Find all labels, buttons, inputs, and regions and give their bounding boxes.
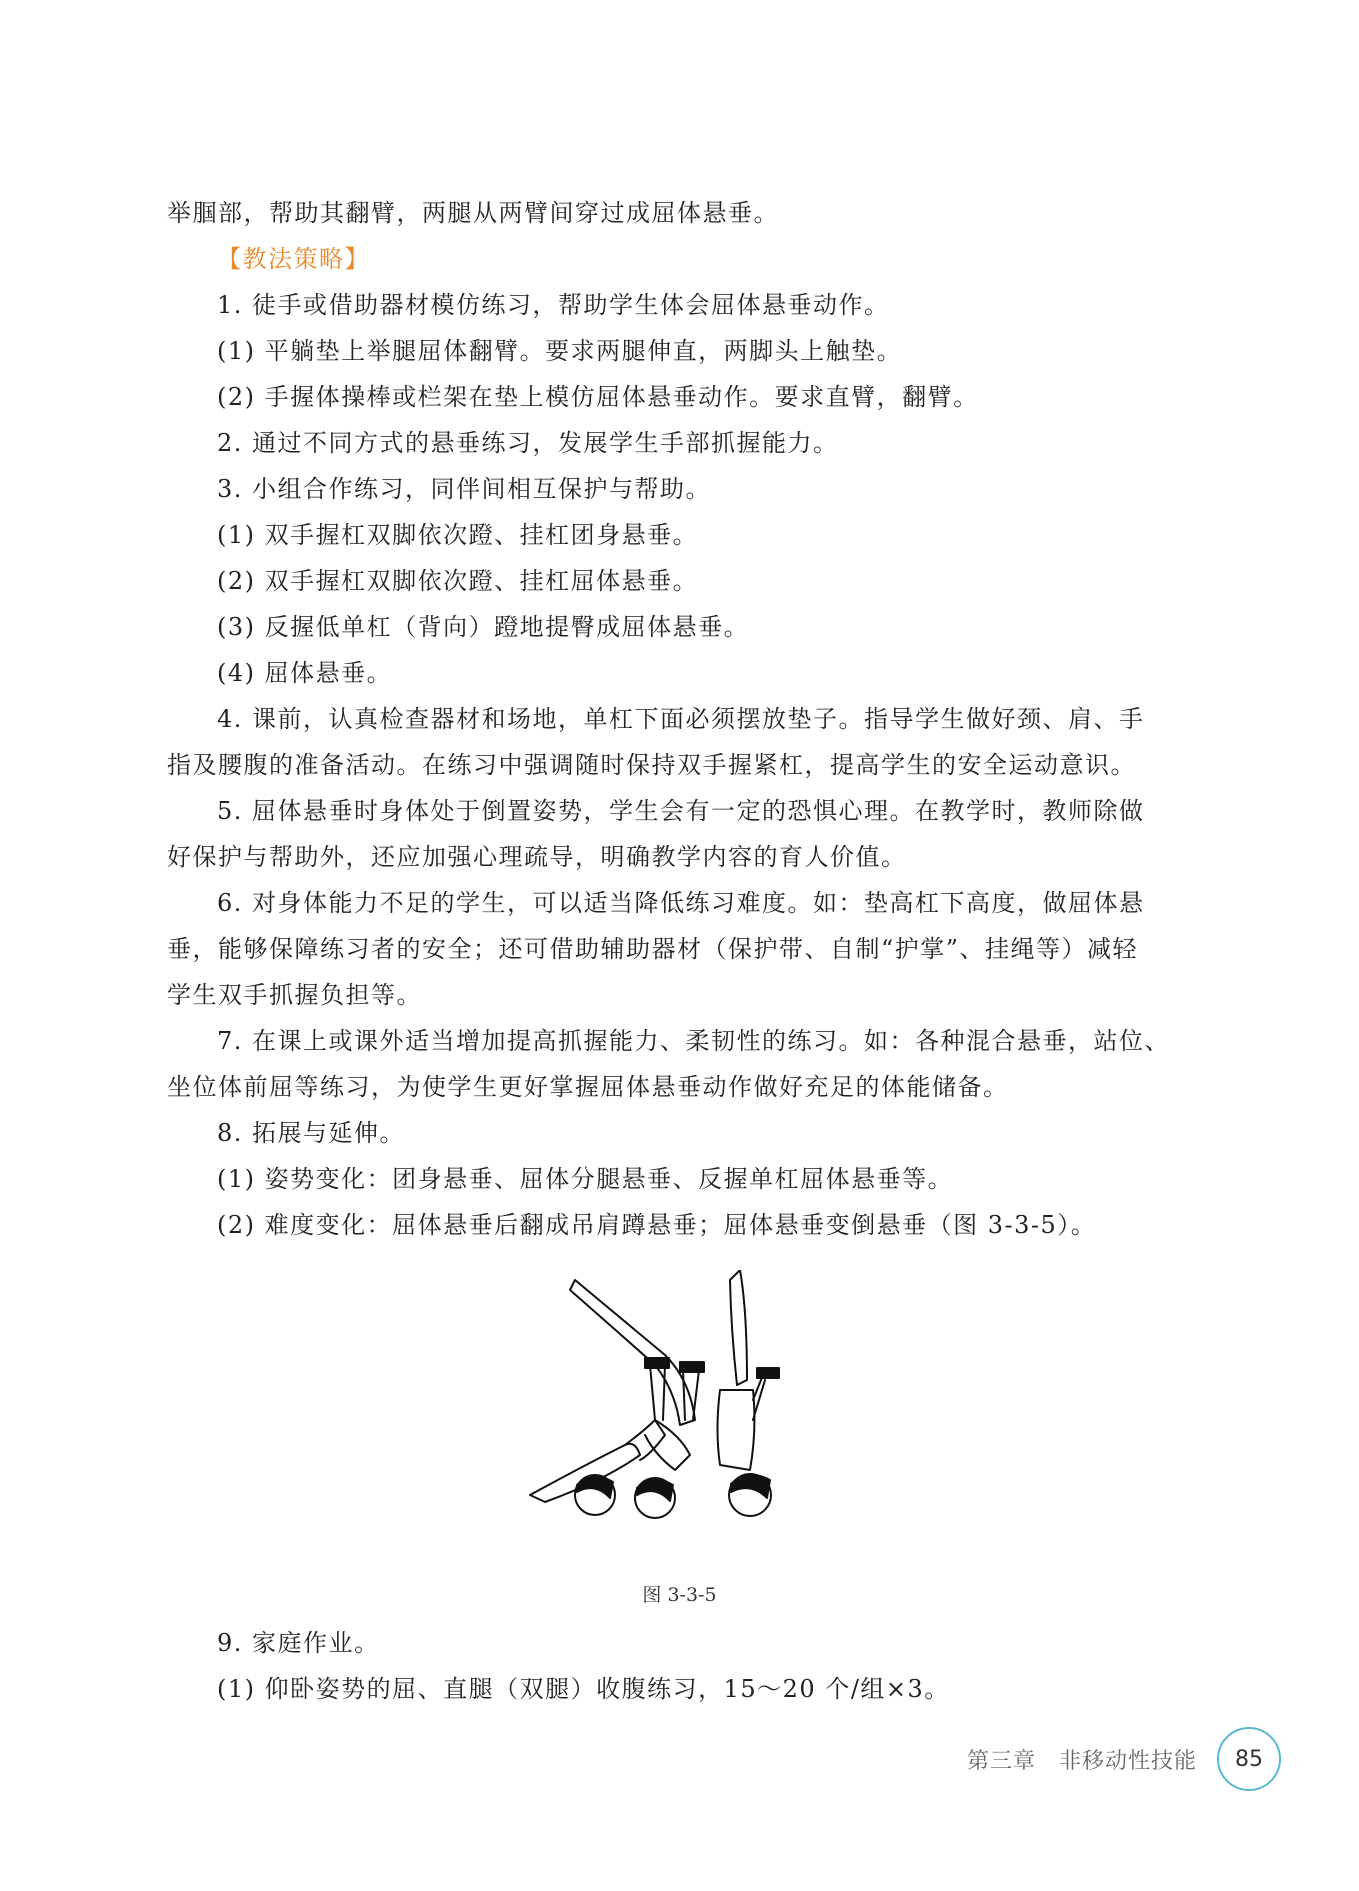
page-footer — [967, 1727, 1281, 1791]
text-line: (1) 姿势变化：团身悬垂、屈体分腿悬垂、反握单杠屈体悬垂等。 — [217, 1165, 954, 1193]
text-line: 4. 课前，认真检查器材和场地，单杠下面必须摆放垫子。指导学生做好颈、肩、手 — [217, 705, 1145, 733]
text-line: 8. 拓展与延伸。 — [217, 1119, 406, 1147]
text-line: 垂，能够保障练习者的安全；还可借助辅助器材（保护带、自制“护掌”、挂绳等）减轻 — [167, 935, 1139, 963]
main-text — [167, 190, 1207, 1248]
figure-caption: 图 3-3-5 — [642, 1584, 717, 1606]
text-line: 5. 屈体悬垂时身体处于倒置姿势，学生会有一定的恐惧心理。在教学时，教师除做 — [217, 797, 1145, 825]
text-line: (1) 仰卧姿势的屈、直腿（双腿）收腹练习，15～20 个/组×3。 — [217, 1675, 950, 1703]
text-line: 7. 在课上或课外适当增加提高抓握能力、柔韧性的练习。如：各种混合悬垂，站位、 — [217, 1027, 1171, 1055]
text-line: 举腘部，帮助其翻臂，两腿从两臂间穿过成屈体悬垂。 — [167, 199, 779, 227]
pike-hang-illustration — [515, 1270, 875, 1570]
text-line: 坐位体前屈等练习，为使学生更好掌握屈体悬垂动作做好充足的体能储备。 — [167, 1073, 1009, 1101]
text-line: 好保护与帮助外，还应加强心理疏导，明确教学内容的育人价值。 — [167, 843, 907, 871]
text-line: (3) 反握低单杠（背向）蹬地提臀成屈体悬垂。 — [217, 613, 750, 641]
text-line: (1) 双手握杠双脚依次蹬、挂杠团身悬垂。 — [217, 521, 699, 549]
text-line: 1. 徒手或借助器材模仿练习，帮助学生体会屈体悬垂动作。 — [217, 291, 890, 319]
homework-text — [167, 1620, 1207, 1712]
page-number: 85 — [1217, 1727, 1281, 1791]
text-line: 2. 通过不同方式的悬垂练习，发展学生手部抓握能力。 — [217, 429, 839, 457]
text-line: 9. 家庭作业。 — [217, 1629, 380, 1657]
gymnast-figure-3 — [718, 1270, 780, 1516]
text-line: 学生双手抓握负担等。 — [167, 981, 422, 1009]
text-line: (4) 屈体悬垂。 — [217, 659, 393, 687]
text-line: 指及腰腹的准备活动。在练习中强调随时保持双手握紧杠，提高学生的安全运动意识。 — [167, 751, 1136, 779]
text-line: (2) 难度变化：屈体悬垂后翻成吊肩蹲悬垂；屈体悬垂变倒悬垂（图 3-3-5）。 — [217, 1211, 1097, 1239]
section-heading: 【教法策略】 — [217, 245, 370, 273]
text-line: (2) 手握体操棒或栏架在垫上模仿屈体悬垂动作。要求直臂，翻臂。 — [217, 383, 979, 411]
chapter-title: 第三章 非移动性技能 — [966, 1748, 1197, 1774]
text-line: (2) 双手握杠双脚依次蹬、挂杠屈体悬垂。 — [217, 567, 699, 595]
text-line: (1) 平躺垫上举腿屈体翻臂。要求两腿伸直，两脚头上触垫。 — [217, 337, 903, 365]
text-line: 3. 小组合作练习，同伴间相互保护与帮助。 — [217, 475, 712, 503]
text-line: 6. 对身体能力不足的学生，可以适当降低练习难度。如：垫高杠下高度，做屈体悬 — [217, 889, 1145, 917]
